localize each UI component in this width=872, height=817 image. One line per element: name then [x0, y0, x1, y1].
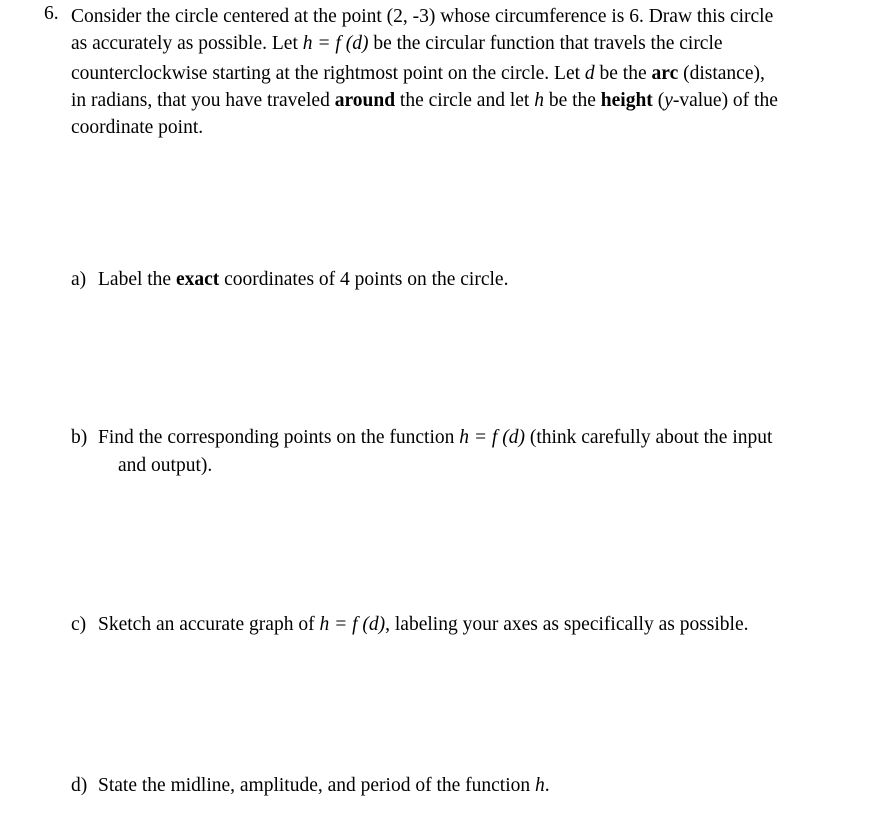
part-b-text-continued: and output). [118, 455, 213, 476]
function-notation: h = f (d) [302, 33, 369, 54]
problem-statement [71, 3, 843, 141]
statement-line-2: as accurately as possible. Let h = f (d) be the circular function that travels the circle [71, 33, 723, 54]
part-b [71, 424, 772, 480]
part-b-label: b) [71, 427, 88, 448]
part-d-label: d) [71, 775, 88, 796]
part-a-text: a) Label the exact coordinates of 4 points on the circle. [71, 266, 508, 294]
bold-height: height [600, 90, 653, 111]
bold-arc: arc [651, 63, 679, 84]
bold-around: around [334, 90, 396, 111]
part-c-label: c) [71, 614, 87, 635]
bold-exact: exact [175, 269, 220, 290]
part-c [71, 611, 749, 639]
statement-line-5: coordinate point. [71, 117, 204, 138]
problem-number: 6. [44, 3, 59, 24]
statement-line-1: Consider the circle centered at the point (2, -3) whose circumference is 6. Draw this circle [71, 6, 774, 27]
variable-d: d [584, 63, 595, 84]
statement-line-3: counterclockwise starting at the rightmost point on the circle. Let d be the arc (distance), [71, 63, 765, 84]
statement-line-4: in radians, that you have traveled around the circle and let h be the height (y-value) of the [71, 90, 778, 111]
part-b-text: b) Find the corresponding points on the function h = f (d) (think carefully about the input [71, 424, 772, 452]
function-notation: h = f (d) [319, 614, 386, 635]
variable-y: y [664, 90, 673, 111]
part-a-label: a) [71, 269, 87, 290]
part-d-text: d) State the midline, amplitude, and period of the function h. [71, 772, 550, 800]
function-notation: h = f (d) [459, 427, 525, 448]
part-c-text: c) Sketch an accurate graph of h = f (d), labeling your axes as specifically as possible. [71, 611, 749, 639]
variable-h: h [535, 775, 545, 796]
variable-h: h [534, 90, 544, 111]
part-a [71, 266, 508, 294]
part-d [71, 772, 550, 800]
